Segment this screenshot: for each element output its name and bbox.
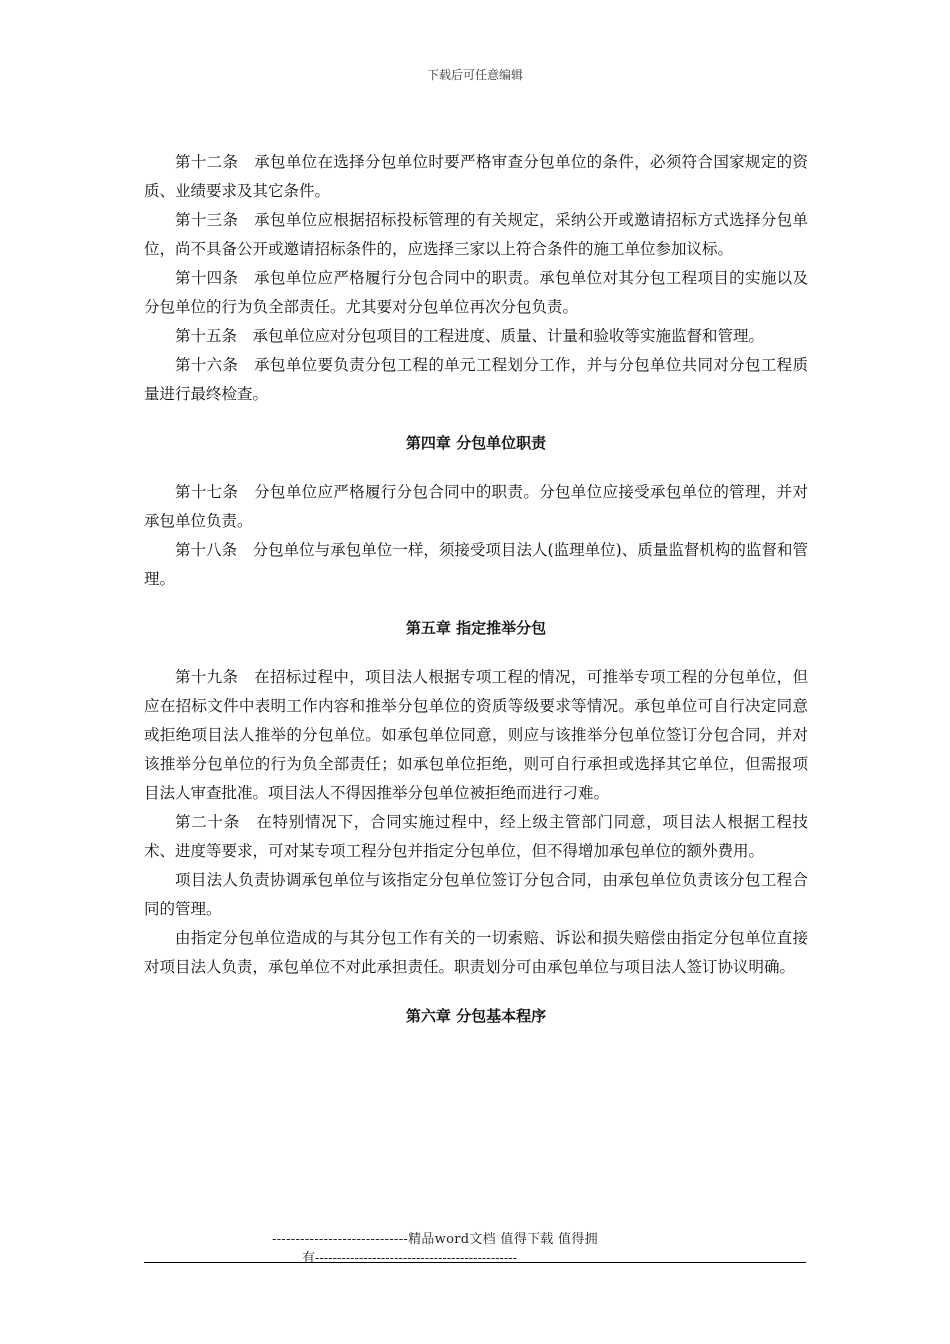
chapter-heading: 第四章 分包单位职责 bbox=[405, 434, 547, 452]
article-paragraph: 第十七条 分包单位应严格履行分包合同中的职责。分包单位应接受承包单位的管理，并对承包单位负责。 bbox=[144, 483, 808, 530]
page-footer bbox=[144, 1228, 808, 1266]
article-paragraph: 第二十条 在特别情况下，合同实施过程中，经上级主管部门同意，项目法人根据工程技术、进度等要求，可对某专项工程分包并指定分包单位，但不得增加承包单位的额外费用。 bbox=[144, 813, 808, 860]
article-paragraph: 第十五条 承包单位应对分包项目的工程进度、质量、计量和验收等实施监督和管理。 bbox=[175, 327, 765, 345]
footer-line-1: -----------------------------精品word文档 值得下载 值得拥 bbox=[272, 1232, 598, 1247]
footer-rule bbox=[144, 1262, 806, 1263]
chapter-heading: 第五章 指定推举分包 bbox=[405, 619, 547, 637]
footer-line-2: 有---------------------------------------------- bbox=[302, 1251, 518, 1266]
article-paragraph: 第十三条 承包单位应根据招标投标管理的有关规定，采纳公开或邀请招标方式选择分包单位，尚不具备公开或邀请招标条件的，应选择三家以上符合条件的施工单位参加议标。 bbox=[144, 211, 808, 258]
document-body bbox=[144, 148, 808, 1051]
article-paragraph: 由指定分包单位造成的与其分包工作有关的一切索赔、诉讼和损失赔偿由指定分包单位直接对项目法人负责，承包单位不对此承担责任。职责划分可由承包单位与项目法人签订协议明确。 bbox=[144, 929, 808, 976]
chapter-heading: 第六章 分包基本程序 bbox=[405, 1007, 547, 1025]
article-paragraph: 第十九条 在招标过程中，项目法人根据专项工程的情况，可推举专项工程的分包单位，但应在招标文件中表明工作内容和推举分包单位的资质等级要求等情况。承包单位可自行决定同意或拒绝项目法人推举的分包单位。如承包单位同意，则应与该推举分包单位签订分包合同，并对该推举分包单位的行为负全部责任；如承包单位拒绝，则可自行承担或选择其它单位，但需报项目法人审查批准。项目法人不得因推举分包单位被拒绝而进行刁难。 bbox=[144, 668, 808, 802]
page-header: 下载后可任意编辑 bbox=[426, 68, 523, 82]
article-paragraph: 第十四条 承包单位应严格履行分包合同中的职责。承包单位对其分包工程项目的实施以及分包单位的行为负全部责任。尤其要对分包单位再次分包负责。 bbox=[144, 269, 808, 316]
article-paragraph: 第十八条 分包单位与承包单位一样，须接受项目法人(监理单位)、质量监督机构的监督和管理。 bbox=[144, 541, 808, 588]
article-paragraph: 第十六条 承包单位要负责分包工程的单元工程划分工作，并与分包单位共同对分包工程质量进行最终检查。 bbox=[144, 356, 808, 403]
article-paragraph: 第十二条 承包单位在选择分包单位时要严格审查分包单位的条件，必须符合国家规定的资质、业绩要求及其它条件。 bbox=[144, 153, 808, 200]
article-paragraph: 项目法人负责协调承包单位与该指定分包单位签订分包合同，由承包单位负责该分包工程合同的管理。 bbox=[144, 871, 808, 918]
